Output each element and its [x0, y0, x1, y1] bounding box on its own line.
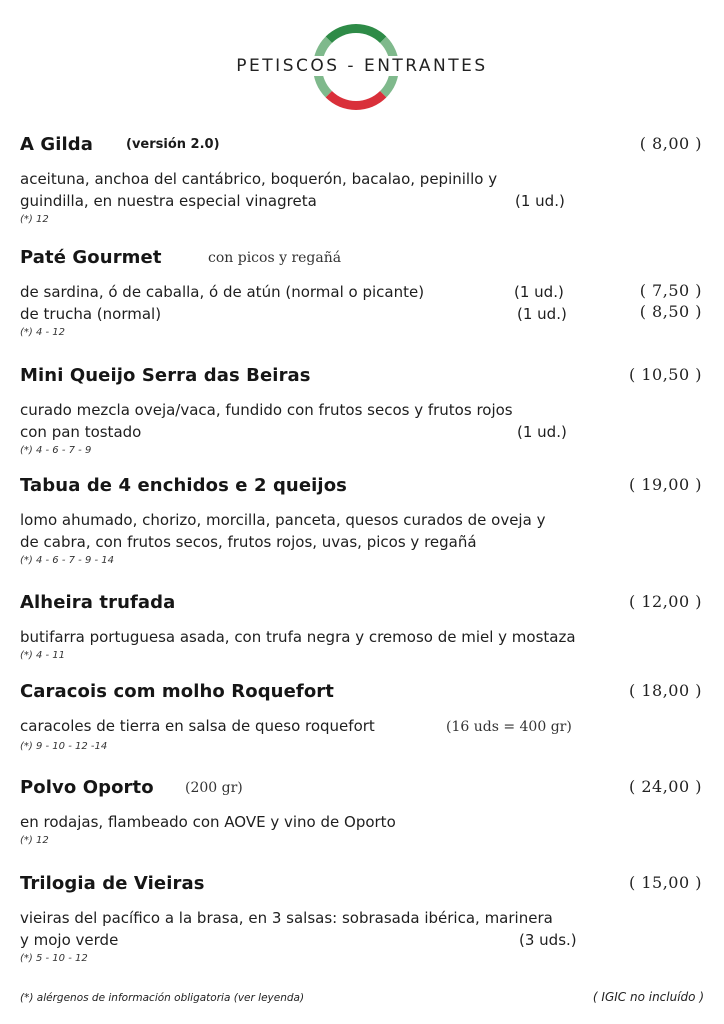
item-price: ( 24,00 ): [629, 777, 702, 796]
item-allergens: (*) 12: [20, 835, 49, 846]
item-description: con pan tostado: [20, 423, 142, 441]
menu-item-a-gilda: [20, 134, 704, 225]
item-quantity: (1 ud.): [514, 283, 564, 301]
item-quantity: (1 ud.): [517, 423, 567, 441]
item-note: con picos y regañá: [208, 250, 342, 266]
item-allergens: (*) 4 - 11: [20, 650, 66, 661]
item-quantity: (1 ud.): [515, 192, 565, 210]
menu-item-mini-queijo: [20, 365, 704, 456]
item-price: ( 8,50 ): [639, 302, 702, 321]
item-name: Paté Gourmet: [20, 247, 162, 268]
item-description: de trucha (normal): [20, 305, 162, 323]
item-allergens: (*) 5 - 10 - 12: [20, 953, 88, 964]
item-allergens: (*) 9 - 10 - 12 -14: [20, 741, 108, 752]
page-title: PETISCOS - ENTRANTES: [0, 56, 724, 76]
item-description: lomo ahumado, chorizo, morcilla, panceta, quesos curados de oveja y: [20, 511, 546, 529]
item-note: (200 gr): [185, 780, 243, 796]
item-description: caracoles de tierra en salsa de queso roquefort: [20, 717, 375, 735]
item-name: Polvo Oporto: [20, 777, 154, 798]
item-description: aceituna, anchoa del cantábrico, boquerón, bacalao, pepinillo y: [20, 170, 498, 188]
item-allergens: (*) 4 - 12: [20, 327, 66, 338]
tax-note: ( IGIC no incluído ): [592, 990, 704, 1004]
menu-item-alheira: [20, 592, 704, 661]
item-allergens: (*) 12: [20, 214, 49, 225]
menu-item-pate-gourmet: [20, 247, 704, 338]
item-name: A Gilda: [20, 134, 94, 155]
item-price: ( 15,00 ): [629, 873, 702, 892]
item-quantity: (16 uds = 400 gr): [446, 719, 572, 735]
menu-header: [0, 0, 724, 120]
item-name: Trilogia de Vieiras: [20, 873, 205, 894]
menu-item-caracois: [20, 681, 704, 752]
item-description: vieiras del pacífico a la brasa, en 3 salsas: sobrasada ibérica, marinera: [20, 909, 553, 927]
item-price: ( 7,50 ): [639, 281, 702, 300]
item-price: ( 8,00 ): [639, 134, 702, 153]
menu-item-polvo-oporto: [20, 777, 704, 846]
menu-item-tabua: [20, 475, 704, 566]
item-price: ( 12,00 ): [629, 592, 702, 611]
item-name: Tabua de 4 enchidos e 2 queijos: [20, 475, 347, 496]
item-description: curado mezcla oveja/vaca, fundido con frutos secos y frutos rojos: [20, 401, 513, 419]
item-quantity: (3 uds.): [519, 931, 577, 949]
item-name: Mini Queijo Serra das Beiras: [20, 365, 311, 386]
item-price: ( 10,50 ): [629, 365, 702, 384]
item-allergens: (*) 4 - 6 - 7 - 9 - 14: [20, 555, 115, 566]
item-price: ( 19,00 ): [629, 475, 702, 494]
menu-item-trilogia-vieiras: [20, 873, 704, 964]
item-description: de cabra, con frutos secos, frutos rojos, uvas, picos y regañá: [20, 533, 477, 551]
item-description: y mojo verde: [20, 931, 119, 949]
item-description: butifarra portuguesa asada, con trufa negra y cremoso de miel y mostaza: [20, 628, 576, 646]
item-name: Caracois com molho Roquefort: [20, 681, 334, 702]
item-price: ( 18,00 ): [629, 681, 702, 700]
item-description: guindilla, en nuestra especial vinagreta: [20, 192, 317, 210]
item-quantity: (1 ud.): [517, 305, 567, 323]
allergen-legend-note: (*) alérgenos de información obligatoria (ver leyenda): [20, 992, 305, 1004]
item-description: de sardina, ó de caballa, ó de atún (normal o picante): [20, 283, 425, 301]
item-allergens: (*) 4 - 6 - 7 - 9: [20, 445, 92, 456]
item-note: (versión 2.0): [126, 137, 220, 152]
item-description: en rodajas, flambeado con AOVE y vino de Oporto: [20, 813, 396, 831]
item-name: Alheira trufada: [20, 592, 176, 613]
